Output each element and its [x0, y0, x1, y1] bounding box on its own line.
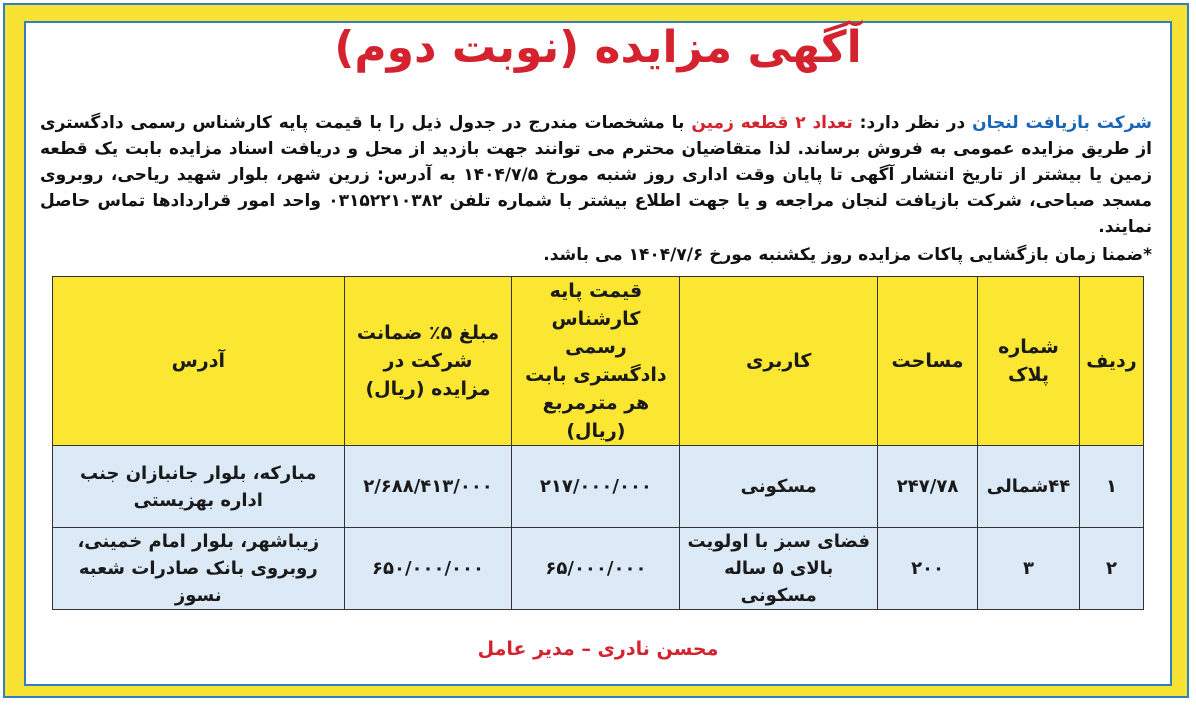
cell-row-number: ۱ — [1080, 446, 1144, 528]
cell-plaque: ۳ — [978, 528, 1080, 610]
cell-address: زیباشهر، بلوار امام خمینی، روبروی بانک صادرات شعبه نسوز — [53, 528, 345, 610]
cell-base-price: ۲۱۷/۰۰۰/۰۰۰ — [512, 446, 680, 528]
plots-count: تعداد ۲ قطعه زمین — [691, 113, 853, 133]
cell-plaque: ۴۴شمالی — [978, 446, 1080, 528]
company-name: شرکت بازیافت لنجان — [972, 113, 1152, 133]
intro-text-1: در نظر دارد: — [852, 113, 973, 133]
header-usage: کاربری — [680, 277, 878, 446]
cell-area: ۲۰۰ — [878, 528, 978, 610]
table-row — [53, 528, 1144, 610]
intro-paragraph — [40, 110, 1152, 240]
cell-area: ۲۴۷/۷۸ — [878, 446, 978, 528]
header-area: مساحت — [878, 277, 978, 446]
table-header-row — [53, 277, 1144, 446]
cell-row-number: ۲ — [1080, 528, 1144, 610]
signature: محسن نادری – مدیر عامل — [477, 638, 719, 660]
header-base-price: قیمت پایه کارشناس رسمی دادگستری بابت هر مترمربع (ریال) — [512, 277, 680, 446]
cell-guarantee: ۶۵۰/۰۰۰/۰۰۰ — [344, 528, 512, 610]
cell-usage: فضای سبز با اولویت بالای ۵ ساله مسکونی — [680, 528, 878, 610]
header-plaque: شماره پلاک — [978, 277, 1080, 446]
cell-base-price: ۶۵/۰۰۰/۰۰۰ — [512, 528, 680, 610]
table-row — [53, 446, 1144, 528]
cell-guarantee: ۲/۶۸۸/۴۱۳/۰۰۰ — [344, 446, 512, 528]
opening-date-note: *ضمنا زمان بازگشایی پاکات مزایده روز یکشنبه مورخ ۱۴۰۴/۷/۶ می باشد. — [543, 245, 1152, 265]
header-row-number: ردیف — [1080, 277, 1144, 446]
header-guarantee: مبلغ ۵٪ ضمانت شرکت در مزایده (ریال) — [344, 277, 512, 446]
ad-title: آگهی مزایده (نوبت دوم) — [334, 22, 862, 73]
header-address: آدرس — [53, 277, 345, 446]
intro-text-2: با مشخصات مندرج در جدول ذیل را با قیمت پایه کارشناس رسمی دادگستری از طریق مزایده عمومی به فروش برساند. لذا متقاضیان محترم می توانند جهت بازدید از محل و دریافت اسناد مزایده بابت یک قطعه زمین یا بیشتر از تاریخ انتشار آگهی تا پایان وقت اداری روز شنبه مورخ ۱۴۰۴/۷/۵ به آدرس: زرین شهر، بلوار شهید ریاحی، روبروی مسجد صباحی، شرکت بازیافت لنجان مراجعه و یا جهت اطلاع بیشتر با شماره تلفن ۰۳۱۵۲۲۱۰۳۸۲ واحد امور قراردادها تماس حاصل نمایند. — [40, 113, 1152, 237]
cell-usage: مسکونی — [680, 446, 878, 528]
cell-address: مبارکه، بلوار جانبازان جنب اداره بهزیستی — [53, 446, 345, 528]
auction-table — [52, 276, 1144, 610]
